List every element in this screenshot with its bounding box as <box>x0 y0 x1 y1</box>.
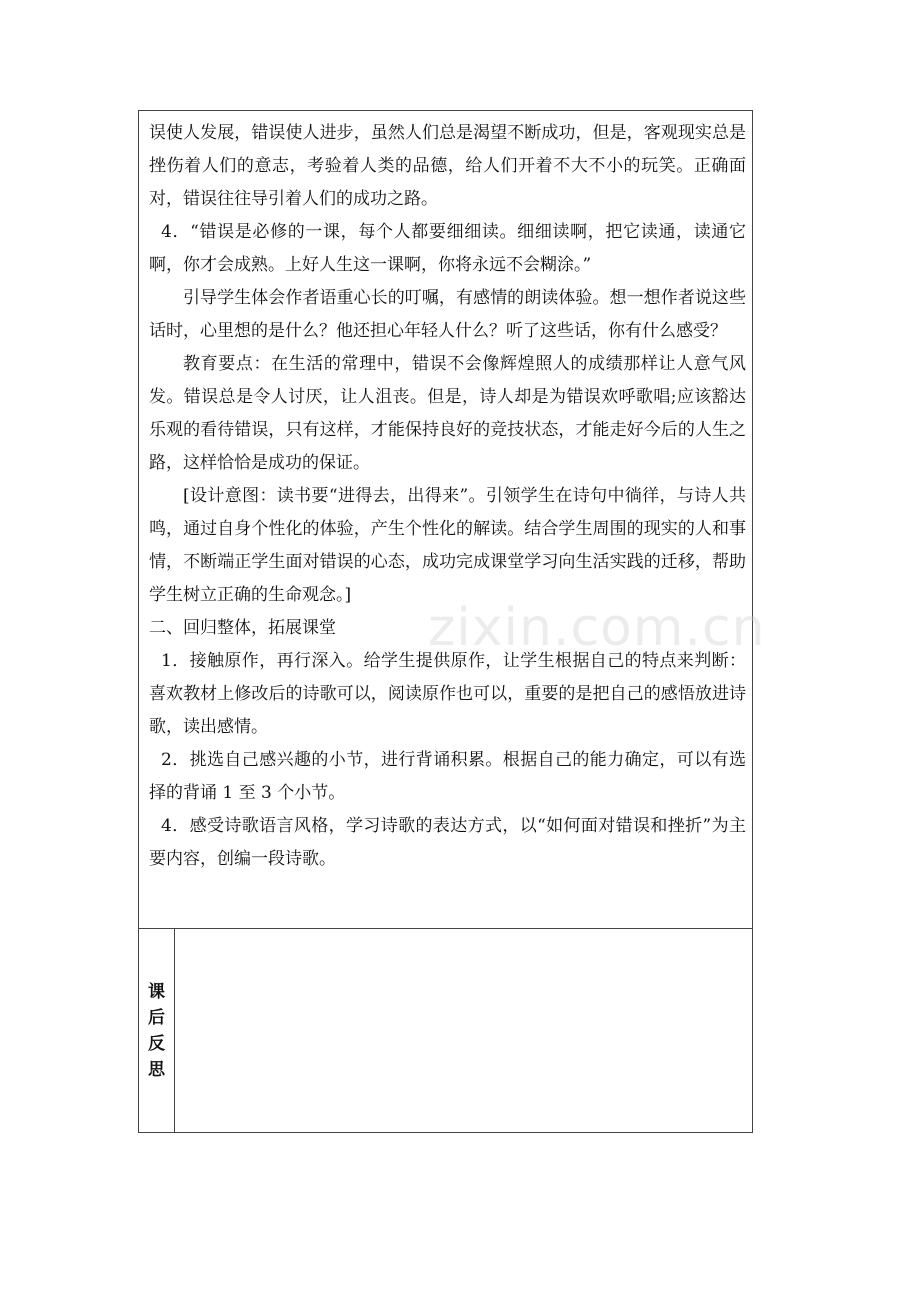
reflection-body-cell <box>175 929 752 1132</box>
lesson-table <box>138 110 753 1133</box>
paragraph-guide-reading: 引导学生体会作者语重心长的叮嘱，有感情的朗读体验。想一想作者说这些话时，心里想的是什么？他还担心年轻人什么？听了这些话，你有什么感受？ <box>149 288 746 341</box>
watermark: zixin.com.cn <box>428 598 766 658</box>
lesson-content-cell <box>139 111 752 929</box>
reflection-label: 课后反思 <box>148 981 165 1080</box>
paragraph-error-growth: 误使人发展，错误使人进步，虽然人们总是渴望不断成功，但是，客观现实总是挫伤着人们的意志，考验着人类的品德，给人们开着不大不小的玩笑。正确面对，错误往往导引着人们的成功之路。 <box>149 123 746 209</box>
reflection-label-cell <box>139 929 175 1132</box>
section-heading-return-whole: 二、回归整体，拓展课堂 <box>149 618 336 638</box>
paragraph-quote-4: 4．“错误是必修的一课，每个人都要细细读。细细读啊，把它读通，读通它啊，你才会成熟。上好人生这一课啊，你将永远不会糊涂。” <box>149 222 746 275</box>
paragraph-education-points: 教育要点：在生活的常理中，错误不会像辉煌照人的成绩那样让人意气风发。错误总是令人讨厌，让人沮丧。但是，诗人却是为错误欢呼歌唱;应该豁达乐观的看待错误，只有这样，才能保持良好的竞技状态，才能走好今后的人生之路，这样恰恰是成功的保证。 <box>149 354 746 473</box>
paragraph-item-2: 2．挑选自己感兴趣的小节，进行背诵积累。根据自己的能力确定，可以有选择的背诵 1 至 3 个小节。 <box>149 750 746 803</box>
paragraph-item-1: 1．接触原作，再行深入。给学生提供原作，让学生根据自己的特点来判断：喜欢教材上修改后的诗歌可以，阅读原作也可以，重要的是把自己的感悟放进诗歌，读出感情。 <box>149 651 746 737</box>
paragraph-design-intent: [设计意图：读书要“进得去，出得来”。引领学生在诗句中徜徉，与诗人共鸣，通过自身个性化的体验，产生个性化的解读。结合学生周围的现实的人和事情，不断端正学生面对错误的心态，成功完成课堂学习向生活实践的迁移，帮助学生树立正确的生命观念。] <box>149 486 746 605</box>
paragraph-item-4: 4．感受诗歌语言风格，学习诗歌的表达方式，以“如何面对错误和挫折”为主要内容，创编一段诗歌。 <box>149 816 746 869</box>
